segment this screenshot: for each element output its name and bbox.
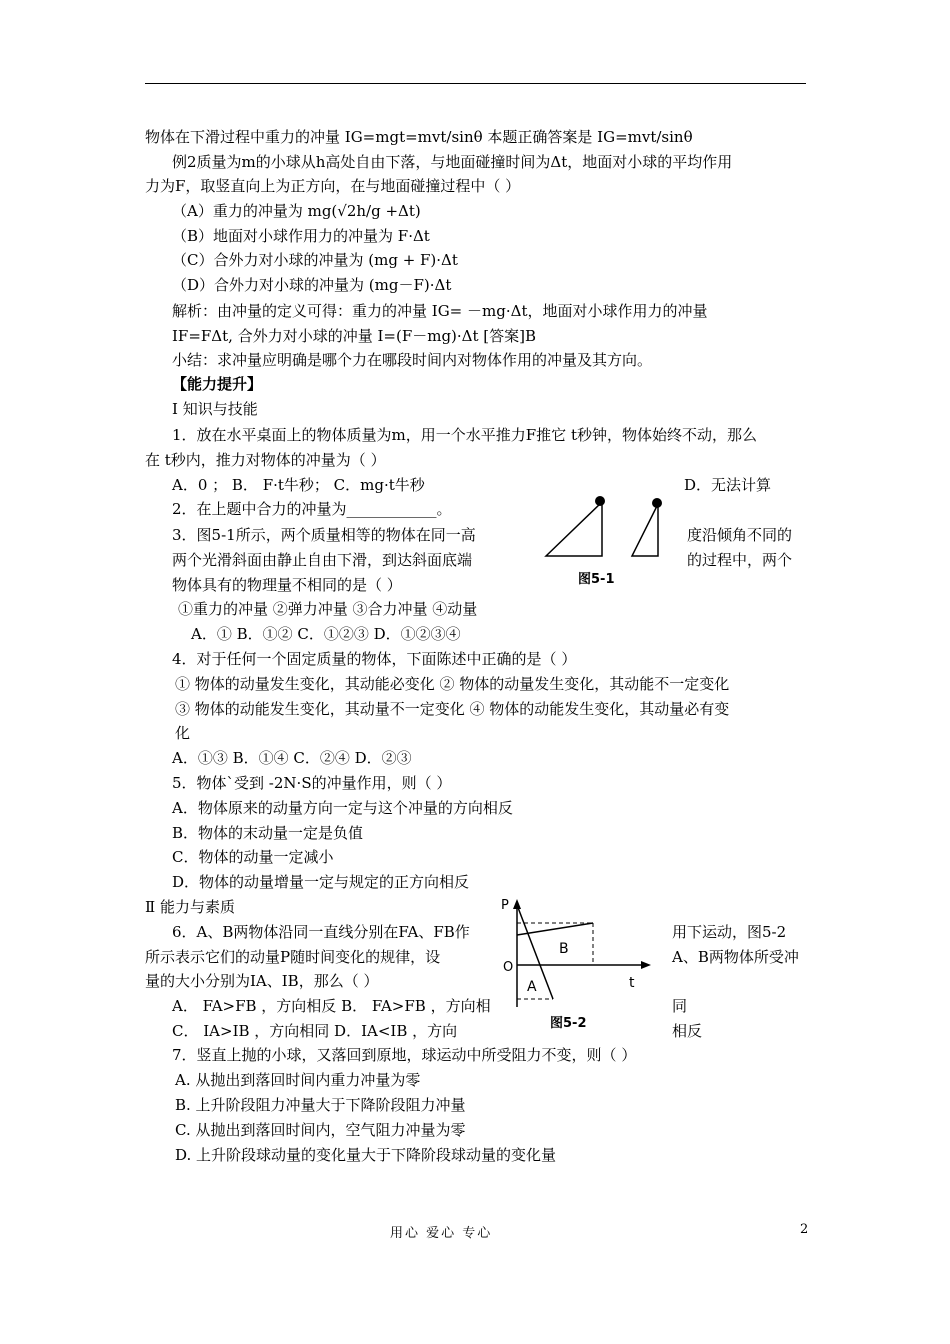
option-b: （B）地面对小球作用力的冲量为 F·Δt: [172, 227, 430, 245]
question-6: 6．A、B两物体沿同一直线分别在FA、FB作: [172, 923, 470, 941]
t-axis-arrow: [641, 961, 651, 969]
question-6-options-ab: A． FA>FB ，方向相反 B． FA>FB ，方向相: [172, 997, 491, 1015]
page-number: 2: [800, 1222, 809, 1237]
question-7-option-c: C. 从抛出到落回时间内，空气阻力冲量为零: [175, 1121, 466, 1139]
question-5-option-a: A．物体原来的动量方向一定与这个冲量的方向相反: [172, 799, 513, 817]
question-4-item-1: ① 物体的动量发生变化，其动能必变化 ② 物体的动量发生变化，其动能不一定变化: [175, 675, 730, 693]
question-6-option-b-end: 同: [672, 997, 688, 1015]
incline-2: [632, 504, 658, 556]
summary-line: 小结：求冲量应明确是哪个力在哪段时间内对物体作用的冲量及其方向。: [172, 351, 653, 369]
section-heading: 【能力提升】: [172, 375, 263, 393]
question-7-option-a: A. 从抛出到落回时间内重力冲量为零: [175, 1071, 421, 1089]
question-6-option-d-end: 相反: [672, 1022, 703, 1040]
question-7-option-b: B. 上升阶段阻力冲量大于下降阶段阻力冲量: [175, 1096, 466, 1114]
question-4-options: A．①③ B．①④ C．②④ D．②③: [172, 749, 412, 767]
question-3-items: ①重力的冲量 ②弹力冲量 ③合力冲量 ④动量: [178, 600, 478, 618]
text-line: 力为F，取竖直向上为正方向，在与地面碰撞过程中（ ）: [145, 177, 521, 195]
option-a: （A）重力的冲量为 mg(√2h/g +Δt): [172, 202, 421, 220]
label-b: B: [559, 941, 569, 957]
header-rule: [145, 83, 806, 84]
question-3-right-2: 的过程中，两个: [687, 551, 793, 569]
question-2: 2．在上题中合力的冲量为____________。: [172, 500, 452, 518]
question-5-option-c: C．物体的动量一定减小: [172, 848, 334, 866]
label-o: O: [503, 960, 514, 975]
option-d: （D）合外力对小球的冲量为 (mg－F)·Δt: [172, 276, 452, 294]
question-1-cont: 在 t秒内，推力对物体的冲量为（ ）: [145, 451, 386, 469]
question-7-option-d: D. 上升阶段球动量的变化量大于下降阶段球动量的变化量: [175, 1146, 557, 1164]
example-2-line: 例2质量为m的小球从h高处自由下落，与地面碰撞时间为Δt，地面对小球的平均作用: [172, 153, 733, 171]
question-5-option-d: D．物体的动量增量一定与规定的正方向相反: [172, 873, 470, 891]
question-4: 4．对于任何一个固定质量的物体，下面陈述中正确的是（ ）: [172, 650, 577, 668]
question-4-item-2: ③ 物体的动能发生变化，其动量不一定变化 ④ 物体的动能发生变化，其动量必有变: [175, 700, 730, 718]
question-3: 3．图5-1所示，两个质量相等的物体在同一高: [172, 526, 476, 544]
ball-1: [595, 496, 605, 506]
question-4-item-cont: 化: [175, 724, 191, 742]
question-6-right: 用下运动，图5-2: [672, 923, 787, 941]
label-a: A: [527, 979, 537, 995]
question-3-options: A．① B．①② C．①②③ D．①②③④: [191, 625, 461, 643]
figure-5-2: [495, 895, 665, 1025]
figure-5-1-caption: 图5-1: [578, 572, 615, 587]
question-3-right: 度沿倾角不同的: [687, 526, 793, 544]
question-6-right-2: A、B两物体所受冲: [672, 948, 799, 966]
question-6-options-cd: C． IA>IB ，方向相同 D．IA<IB ，方向: [172, 1022, 458, 1040]
question-6-cont-2: 量的大小分别为IA、IB，那么（ ）: [145, 972, 379, 990]
incline-1: [546, 502, 602, 556]
question-3-cont: 两个光滑斜面由静止自由下滑，到达斜面底端: [172, 551, 473, 569]
p-axis-arrow: [513, 899, 521, 909]
question-1: 1．放在水平桌面上的物体质量为m，用一个水平推力F推它 t秒钟，物体始终不动，那么: [172, 426, 757, 444]
text-line: 物体在下滑过程中重力的冲量 IG=mgt=mvt/sinθ 本题正确答案是 IG=mvt/sinθ: [145, 128, 693, 146]
label-t: t: [629, 975, 635, 991]
figure-5-2-caption: 图5-2: [550, 1016, 587, 1031]
subsection-heading: Ⅰ 知识与技能: [172, 400, 258, 418]
analysis-line: 解析：由冲量的定义可得：重力的冲量 IG= －mg·Δt，地面对小球作用力的冲量: [172, 302, 708, 320]
question-6-cont: 所示表示它们的动量P随时间变化的规律，设: [145, 948, 441, 966]
question-1-option-d: D．无法计算: [684, 476, 772, 494]
footer-motto: 用心 爱心 专心: [390, 1226, 493, 1241]
analysis-line-2: IF=FΔt, 合外力对小球的冲量 I=(F－mg)·Δt [答案]B: [172, 327, 537, 345]
label-p: P: [501, 898, 509, 913]
question-5: 5．物体`受到 -2N·S的冲量作用，则（ ）: [172, 774, 452, 792]
subsection-heading-2: Ⅱ 能力与素质: [145, 898, 235, 916]
question-7: 7．竖直上抛的小球，又落回到原地，球运动中所受阻力不变，则（ ）: [172, 1046, 637, 1064]
ball-2: [652, 498, 662, 508]
question-5-option-b: B．物体的末动量一定是负值: [172, 824, 364, 842]
question-1-options: A．0 ； B． F·t牛秒； C．mg·t牛秒: [172, 476, 425, 494]
question-3-cont-2: 物体具有的物理量不相同的是（ ）: [172, 576, 402, 594]
option-c: （C）合外力对小球的冲量为 (mg + F)·Δt: [172, 251, 458, 269]
